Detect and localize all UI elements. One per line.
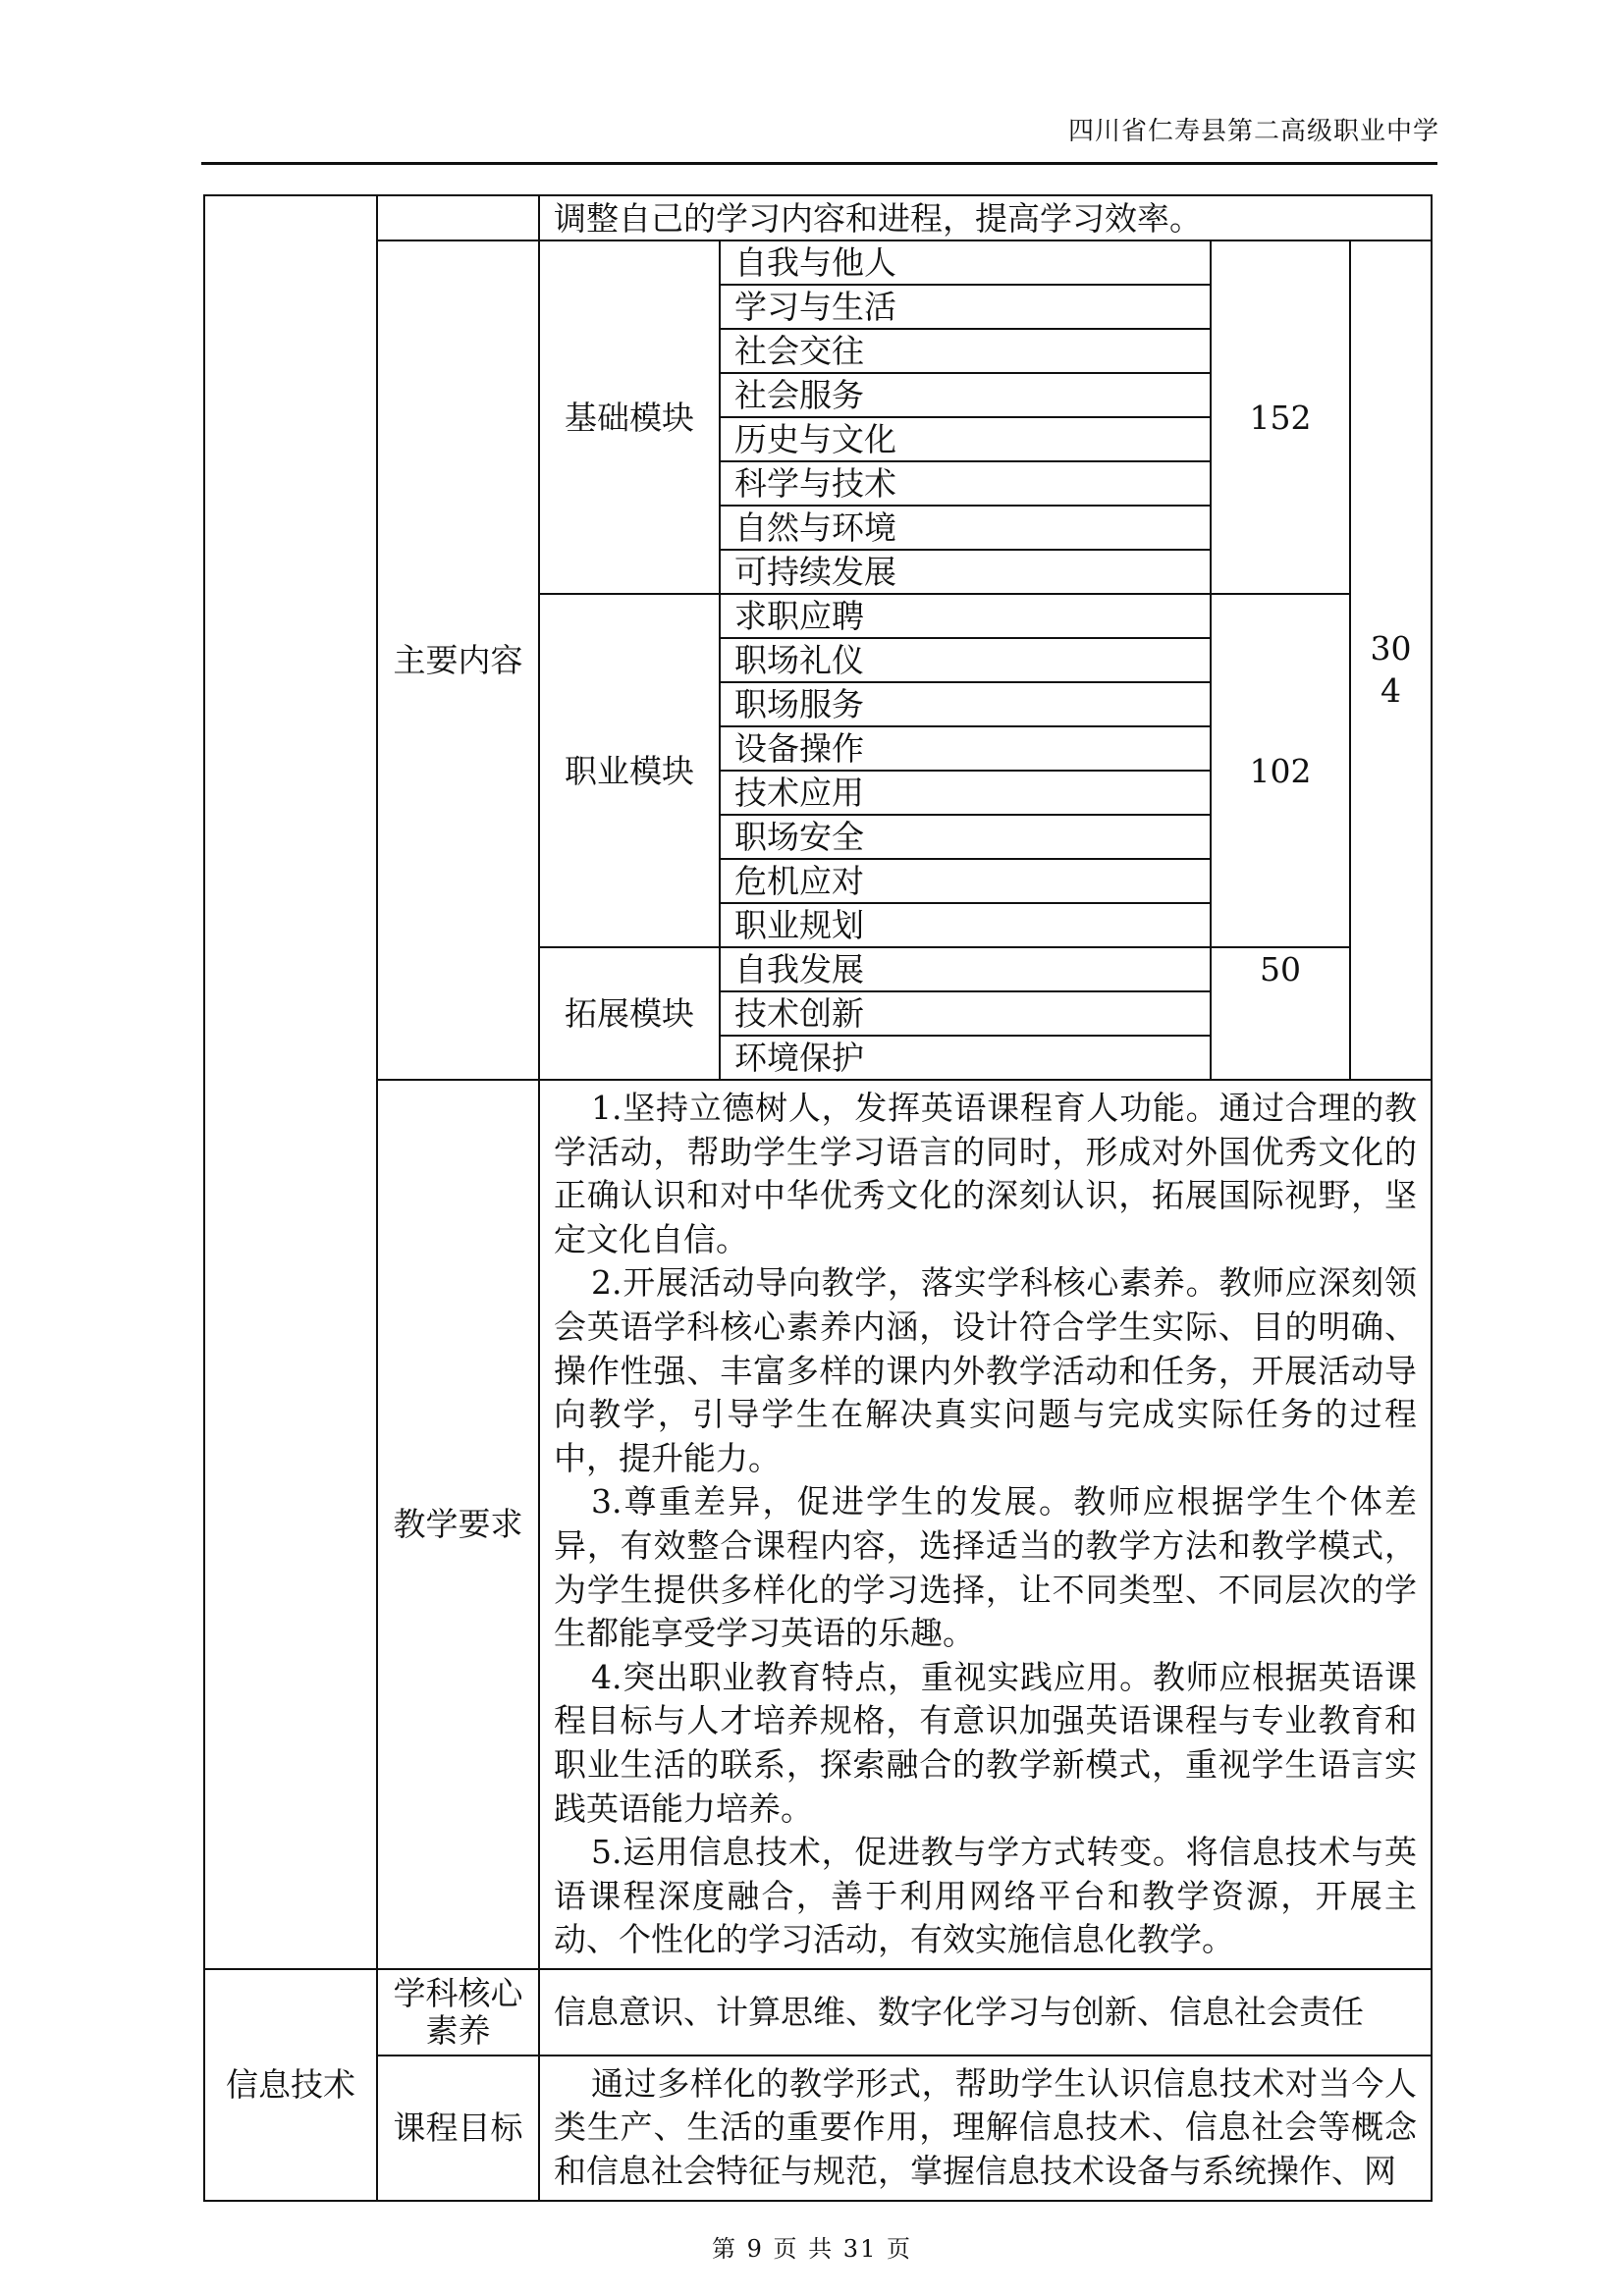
module-item: 职业规划	[720, 903, 1211, 947]
module-name-extension: 拓展模块	[539, 947, 720, 1080]
teaching-requirement-paragraph: 5.运用信息技术，促进教与学方式转变。将信息技术与英语课程深度融合，善于利用网络平台和教学资源，开展主动、个性化的学习活动，有效实施信息化教学。	[554, 1833, 1417, 1959]
module-item: 科学与技术	[720, 461, 1211, 506]
core-literacy-label	[377, 1969, 539, 2056]
module-item: 社会交往	[720, 329, 1211, 373]
header-school-name: 四川省仁寿县第二高级职业中学	[1067, 117, 1439, 146]
teaching-requirement-paragraph: 3.尊重差异，促进学生的发展。教师应根据学生个体差异，有效整合课程内容，选择适当的教学方法和教学模式，为学生提供多样化的学习选择，让不同类型、不同层次的学生都能享受学习英语的乐趣。	[554, 1482, 1417, 1653]
table-row	[204, 240, 1432, 285]
module-item: 求职应聘	[720, 594, 1211, 638]
subject-cell-english	[204, 195, 377, 1969]
total-hours	[1350, 240, 1432, 1080]
main-content-label: 主要内容	[377, 240, 539, 1080]
module-item: 职场服务	[720, 682, 1211, 726]
top-row-text: 调整自己的学习内容和进程，提高学习效率。	[539, 195, 1432, 240]
core-literacy-text: 信息意识、计算思维、数字化学习与创新、信息社会责任	[539, 1969, 1432, 2056]
module-item: 可持续发展	[720, 550, 1211, 594]
core-literacy-label-line1: 学科核心	[393, 1973, 523, 2012]
module-name-basic: 基础模块	[539, 240, 720, 594]
module-item: 自然与环境	[720, 506, 1211, 550]
module-item: 技术创新	[720, 991, 1211, 1036]
module-item: 社会服务	[720, 373, 1211, 417]
total-hours-line2: 4	[1380, 670, 1401, 710]
header-rule	[201, 162, 1437, 165]
total-hours-line1: 30	[1370, 628, 1412, 667]
module-item: 自我发展	[720, 947, 1211, 991]
subject-cell-it: 信息技术	[204, 1969, 377, 2201]
module-item: 设备操作	[720, 726, 1211, 771]
core-literacy-label-line2: 素养	[425, 2010, 491, 2050]
teaching-requirement-paragraph: 2.开展活动导向教学，落实学科核心素养。教师应深刻领会英语学科核心素养内涵，设计符合学生实际、目的明确、操作性强、丰富多样的课内外教学活动和任务，开展活动导向教学，引导学生在解决真实问题与完成实际任务的过程中，提升能力。	[554, 1263, 1417, 1477]
module-item: 学习与生活	[720, 285, 1211, 329]
module-hours-vocational: 102	[1211, 594, 1350, 947]
table-row	[204, 195, 1432, 240]
curriculum-table	[203, 194, 1433, 2202]
teaching-requirements-label: 教学要求	[377, 1080, 539, 1969]
module-item: 自我与他人	[720, 240, 1211, 285]
empty-label-cell	[377, 195, 539, 240]
course-goal-label: 课程目标	[377, 2056, 539, 2201]
page-number: 第 9 页 共 31 页	[712, 2235, 912, 2263]
module-item: 职场安全	[720, 815, 1211, 859]
module-hours-basic: 152	[1211, 240, 1350, 594]
course-goal-text: 通过多样化的教学形式，帮助学生认识信息技术对当今人类生产、生活的重要作用，理解信息技术、信息社会等概念和信息社会特征与规范，掌握信息技术设备与系统操作、网	[554, 2063, 1417, 2191]
table-row	[204, 2056, 1432, 2201]
module-item: 环境保护	[720, 1036, 1211, 1080]
table-row	[204, 1969, 1432, 2056]
course-goal-cell	[539, 2056, 1432, 2201]
module-item: 历史与文化	[720, 417, 1211, 461]
module-item: 职场礼仪	[720, 638, 1211, 682]
module-hours-extension: 50	[1211, 947, 1350, 1080]
teaching-requirement-paragraph: 4.突出职业教育特点，重视实践应用。教师应根据英语课程目标与人才培养规格，有意识加强英语课程与专业教育和职业生活的联系，探索融合的教学新模式，重视学生语言实践英语能力培养。	[554, 1657, 1417, 1828]
teaching-requirements-cell	[539, 1080, 1432, 1969]
teaching-requirement-paragraph: 1.坚持立德树人，发挥英语课程育人功能。通过合理的教学活动，帮助学生学习语言的同时，形成对外国优秀文化的正确认识和对中华优秀文化的深刻认识，拓展国际视野，坚定文化自信。	[554, 1089, 1417, 1258]
module-item: 技术应用	[720, 771, 1211, 815]
table-row	[204, 1080, 1432, 1969]
module-name-vocational: 职业模块	[539, 594, 720, 947]
module-item: 危机应对	[720, 859, 1211, 903]
